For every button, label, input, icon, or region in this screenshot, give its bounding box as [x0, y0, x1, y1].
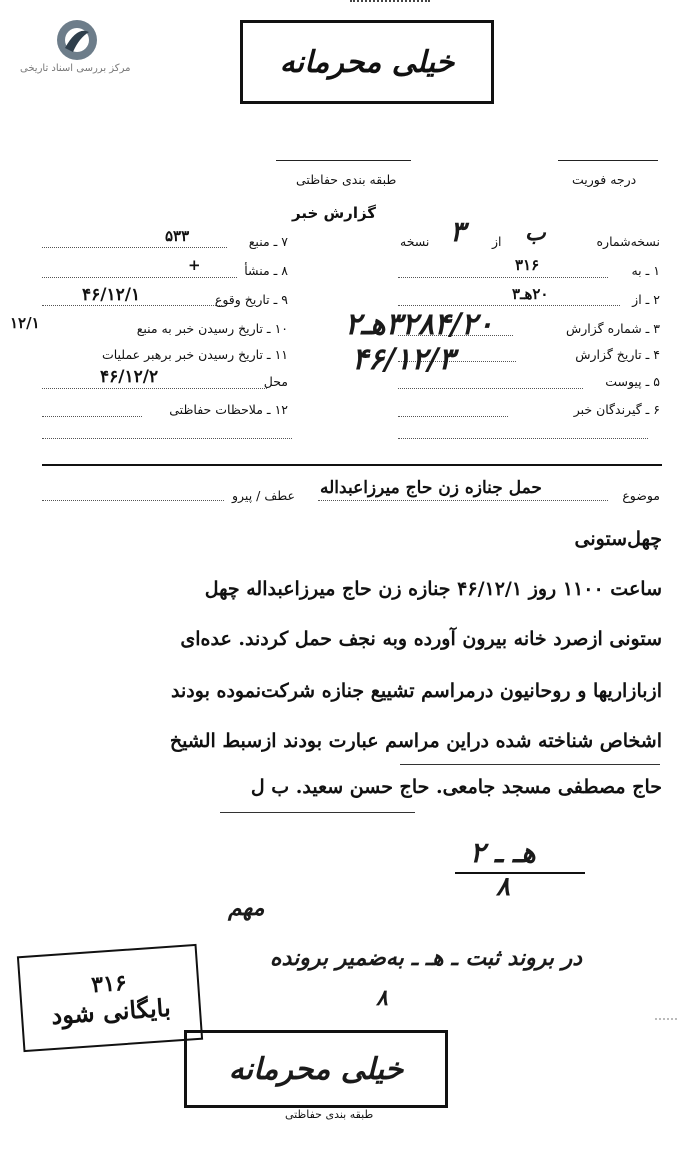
- field-to-value: ۳۱۶: [515, 256, 540, 274]
- annotation-line-1: مهم: [228, 895, 265, 921]
- reference-dots: [42, 500, 224, 501]
- field-origin-dots: [42, 277, 237, 278]
- body-line-3: ازبازاریها و روحانیون درمراسم تشییع جنازه شرکت‌نموده بودند: [171, 680, 662, 702]
- copy-count-value: ۳: [450, 215, 466, 248]
- copy-number-label: نسخه‌شماره: [596, 234, 660, 249]
- field-report-number-label: ۳ ـ شماره گزارش: [565, 321, 660, 336]
- field-from-dots: [398, 305, 620, 306]
- field-security-notes-dots-2: [42, 438, 292, 439]
- top-stamp-text: خیلی محرمانه: [279, 44, 455, 80]
- reference-label: عطف / پیرو: [232, 488, 295, 503]
- urgency-rule: [558, 160, 658, 161]
- section-divider: [42, 464, 662, 466]
- annotation-line-3: ۸: [376, 985, 388, 1011]
- field-source-dots: [42, 247, 227, 248]
- classification-rule: [276, 160, 411, 161]
- scan-speck: [655, 1018, 677, 1024]
- field-attachment-dots: [398, 388, 583, 389]
- field-to-dots: [398, 277, 608, 278]
- signature-code: هـ ـ ۲: [470, 836, 536, 869]
- field-place-dots: [42, 388, 267, 389]
- top-scan-mark: [350, 0, 430, 6]
- body-line-5: حاج مصطفی مسجد جامعی. حاج حسن سعید. ب ل: [250, 776, 662, 798]
- field-event-date-value: ۴۶/۱۲/۱: [82, 285, 141, 305]
- top-classification-stamp: [240, 20, 494, 104]
- field-source-value: ۵۳۳: [165, 227, 190, 245]
- copy-of-label: از: [492, 234, 502, 249]
- signature-fraction-bar: [455, 872, 585, 874]
- classification-label: طبقه بندی حفاظتی: [296, 172, 397, 187]
- field-from-value: ۲۰هـ۳: [512, 285, 549, 303]
- body-line-2: ستونی ازصرد خانه بیرون آورده وبه نجف حمل کردند. عده‌ای: [180, 628, 662, 650]
- field-from-label: ۲ ـ از: [632, 292, 660, 307]
- archive-logo: [55, 18, 99, 62]
- field-received-ops-label: ۱۱ ـ تاریخ رسیدن خبر برهبر عملیات: [101, 347, 288, 362]
- copy-number-value: ب: [525, 220, 546, 246]
- field-source-label: ۷ ـ منبع: [248, 234, 288, 249]
- underline-stroke-1: [400, 764, 660, 765]
- archive-stamp-text: بایگانی شود: [50, 992, 172, 1030]
- field-place-value: ۴۶/۱۲/۲: [100, 367, 159, 387]
- body-line-4: اشخاص شناخته شده دراین مراسم عبارت بودند ازسبط الشیخ: [169, 730, 662, 752]
- field-recipients-dots: [398, 416, 508, 417]
- signature-denominator: ۸: [496, 872, 510, 902]
- field-recipients-label: ۶ ـ گیرندگان خبر: [573, 402, 660, 417]
- bottom-classification-stamp: [184, 1030, 448, 1108]
- body-line-1: ساعت ۱۱۰۰ روز ۴۶/۱۲/۱ جنازه زن حاج میرزاعبداله چهل: [204, 578, 662, 600]
- copy-suffix-label: نسخه: [400, 234, 430, 249]
- annotation-line-2: در بروند ثبت ـ هـ ـ به‌ضمیر برونده: [270, 945, 583, 971]
- field-security-notes-label: ۱۲ ـ ملاحظات حفاظتی: [169, 402, 288, 417]
- archive-stamp: [17, 944, 203, 1052]
- field-report-date-label: ۴ ـ تاریخ گزارش: [575, 347, 660, 362]
- report-title: گزارش خبر: [292, 204, 377, 222]
- archive-stamp-number: ۳۱۶: [90, 969, 128, 998]
- field-origin-label: ۸ ـ منشأ: [244, 263, 288, 278]
- field-event-date-label: ۹ ـ تاریخ وقوع: [214, 292, 288, 307]
- bottom-stamp-caption: طبقه بندی حفاظتی: [285, 1108, 374, 1121]
- field-recipients-dots-2: [398, 438, 648, 439]
- field-event-date-dots: [42, 305, 222, 306]
- field-received-source-label: ۱۰ ـ تاریخ رسیدن خبر به منبع: [136, 321, 288, 336]
- bottom-stamp-text: خیلی محرمانه: [228, 1051, 404, 1087]
- underline-stroke-2: [220, 812, 415, 813]
- field-attachment-label: ۵ ـ پیوست: [605, 374, 660, 389]
- urgency-label: درجه فوریت: [572, 172, 637, 187]
- handwritten-report-date: ۴۶/۱۲/۳: [352, 342, 455, 377]
- subject-dots: [318, 500, 608, 501]
- subject-label: موضوع: [622, 488, 660, 503]
- field-to-label: ۱ ـ به: [631, 263, 660, 278]
- field-security-notes-dots: [42, 416, 142, 417]
- field-place-label: محل: [263, 374, 288, 389]
- field-received-source-value: ۱۲/۱: [10, 314, 40, 332]
- body-heading: چهل‌ستونی: [574, 528, 662, 550]
- handwritten-report-number: ۳۲۸۴/۲۰هـ۲: [345, 307, 494, 342]
- field-origin-value: +: [188, 256, 201, 274]
- logo-icon: [55, 18, 99, 62]
- logo-caption: مرکز بررسی اسناد تاریخی: [20, 63, 131, 74]
- subject-text: حمل جنازه زن حاج میرزاعبداله: [320, 478, 542, 498]
